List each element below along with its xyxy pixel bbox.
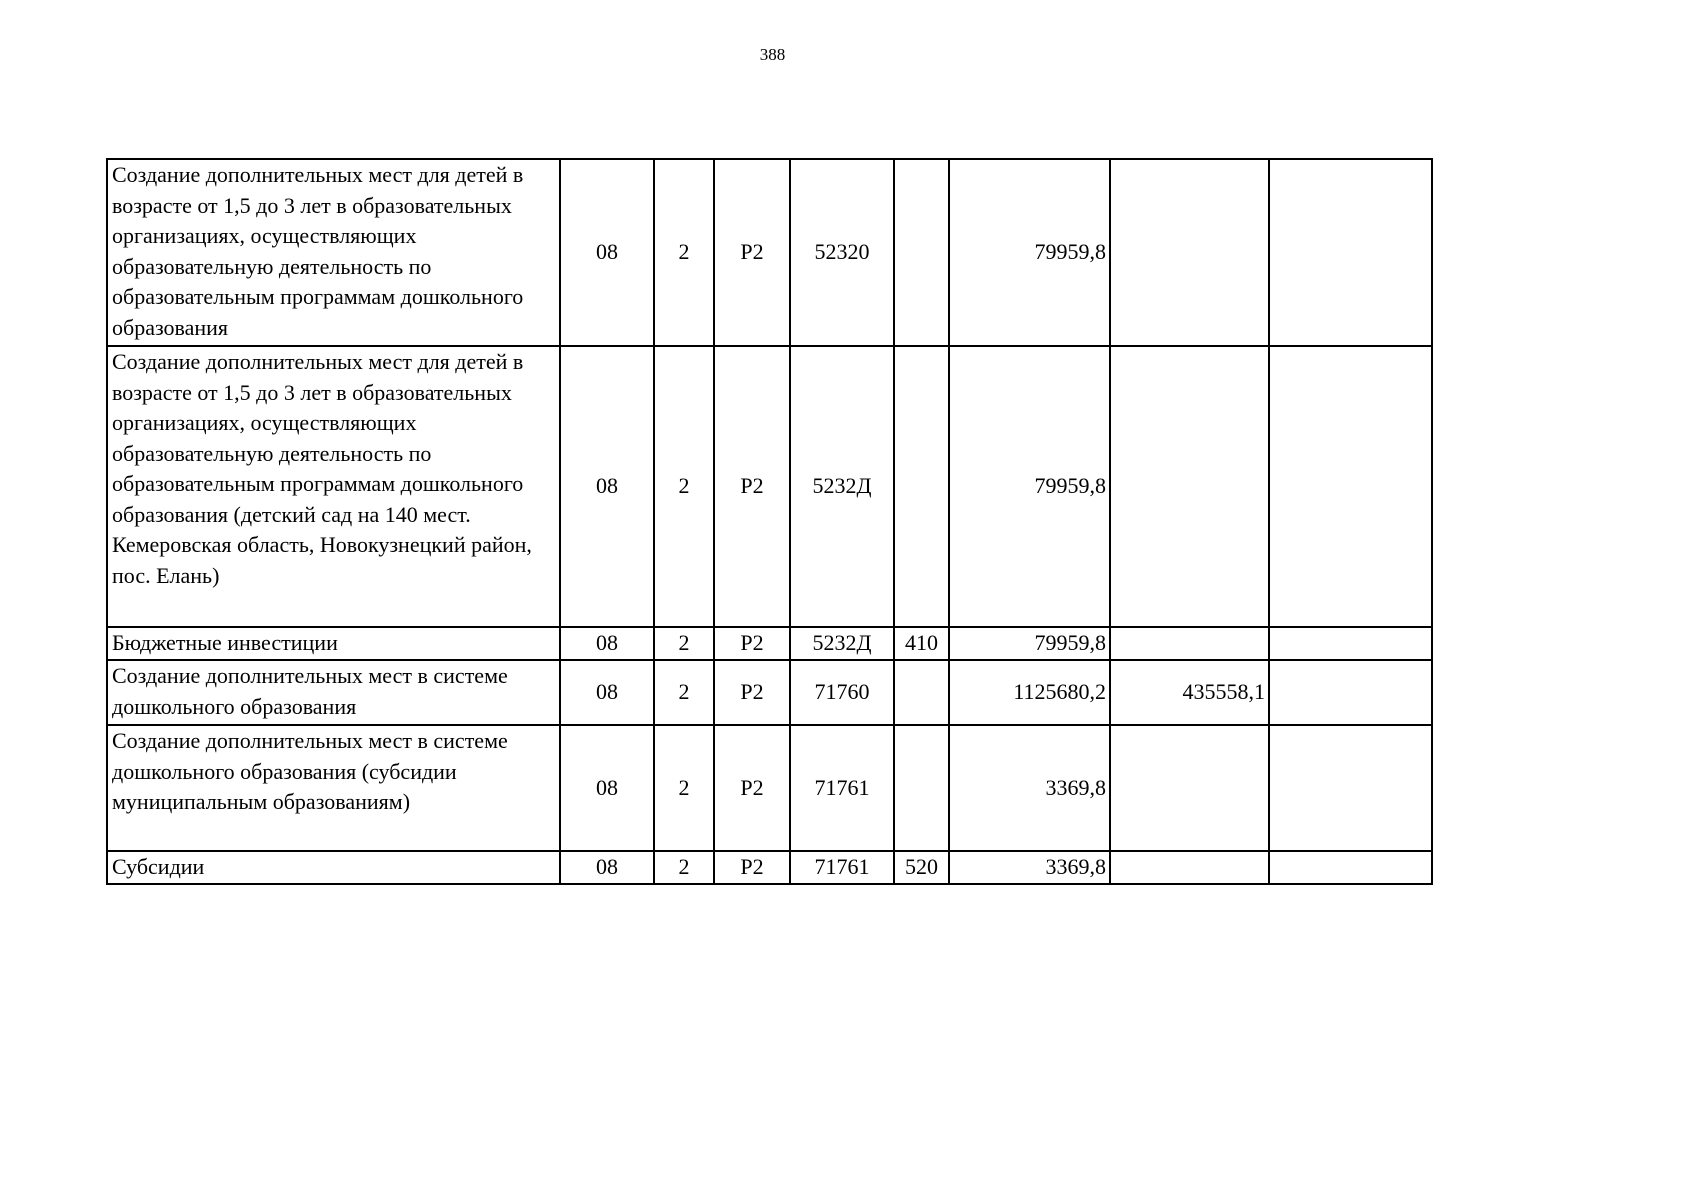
target-code: 71761 xyxy=(790,851,894,884)
subsection-code: 2 xyxy=(654,725,714,851)
table-row xyxy=(107,851,1432,884)
amount-1: 3369,8 xyxy=(949,725,1110,851)
table-row xyxy=(107,159,1432,346)
program-code: Р2 xyxy=(714,159,790,346)
section-code: 08 xyxy=(560,660,654,725)
section-code: 08 xyxy=(560,159,654,346)
subsection-code: 2 xyxy=(654,627,714,660)
amount-1: 1125680,2 xyxy=(949,660,1110,725)
expense-type-code xyxy=(894,159,949,346)
subsection-code: 2 xyxy=(654,851,714,884)
page-number: 388 xyxy=(759,45,786,64)
section-code: 08 xyxy=(560,725,654,851)
amount-1: 79959,8 xyxy=(949,159,1110,346)
table-row xyxy=(107,627,1432,660)
expense-type-code: 520 xyxy=(894,851,949,884)
target-code: 71760 xyxy=(790,660,894,725)
section-code: 08 xyxy=(560,851,654,884)
amount-2 xyxy=(1110,627,1269,660)
amount-3 xyxy=(1269,346,1432,627)
row-description: Создание дополнительных мест в системе дошкольного образования xyxy=(107,660,560,725)
row-description: Создание дополнительных мест в системе дошкольного образования (субсидии муниципальным образованиям) xyxy=(107,725,560,851)
subsection-code: 2 xyxy=(654,159,714,346)
table-row xyxy=(107,725,1432,851)
amount-2: 435558,1 xyxy=(1110,660,1269,725)
amount-3 xyxy=(1269,851,1432,884)
target-code: 5232Д xyxy=(790,627,894,660)
amount-2 xyxy=(1110,851,1269,884)
amount-2 xyxy=(1110,725,1269,851)
amount-3 xyxy=(1269,627,1432,660)
amount-2 xyxy=(1110,159,1269,346)
program-code: Р2 xyxy=(714,627,790,660)
amount-3 xyxy=(1269,660,1432,725)
row-description: Создание дополнительных мест для детей в возрасте от 1,5 до 3 лет в образовательных организациях, осуществляющих образовательную деятельность по образовательным программам дошкольного образования (детский сад на 140 мест. Кемеровская область, Новокузнецкий район, пос. Елань) xyxy=(107,346,560,627)
amount-1: 79959,8 xyxy=(949,346,1110,627)
amount-1: 3369,8 xyxy=(949,851,1110,884)
table-row xyxy=(107,346,1432,627)
expense-type-code xyxy=(894,660,949,725)
expense-type-code xyxy=(894,346,949,627)
table-row xyxy=(107,660,1432,725)
target-code: 71761 xyxy=(790,725,894,851)
amount-2 xyxy=(1110,346,1269,627)
expense-type-code: 410 xyxy=(894,627,949,660)
row-description: Создание дополнительных мест для детей в возрасте от 1,5 до 3 лет в образовательных организациях, осуществляющих образовательную деятельность по образовательным программам дошкольного образования xyxy=(107,159,560,346)
amount-1: 79959,8 xyxy=(949,627,1110,660)
expense-type-code xyxy=(894,725,949,851)
program-code: Р2 xyxy=(714,660,790,725)
section-code: 08 xyxy=(560,627,654,660)
section-code: 08 xyxy=(560,346,654,627)
target-code: 52320 xyxy=(790,159,894,346)
program-code: Р2 xyxy=(714,851,790,884)
row-description: Бюджетные инвестиции xyxy=(107,627,560,660)
amount-3 xyxy=(1269,725,1432,851)
budget-table xyxy=(106,158,1433,885)
row-description: Субсидии xyxy=(107,851,560,884)
program-code: Р2 xyxy=(714,346,790,627)
program-code: Р2 xyxy=(714,725,790,851)
subsection-code: 2 xyxy=(654,660,714,725)
amount-3 xyxy=(1269,159,1432,346)
subsection-code: 2 xyxy=(654,346,714,627)
target-code: 5232Д xyxy=(790,346,894,627)
